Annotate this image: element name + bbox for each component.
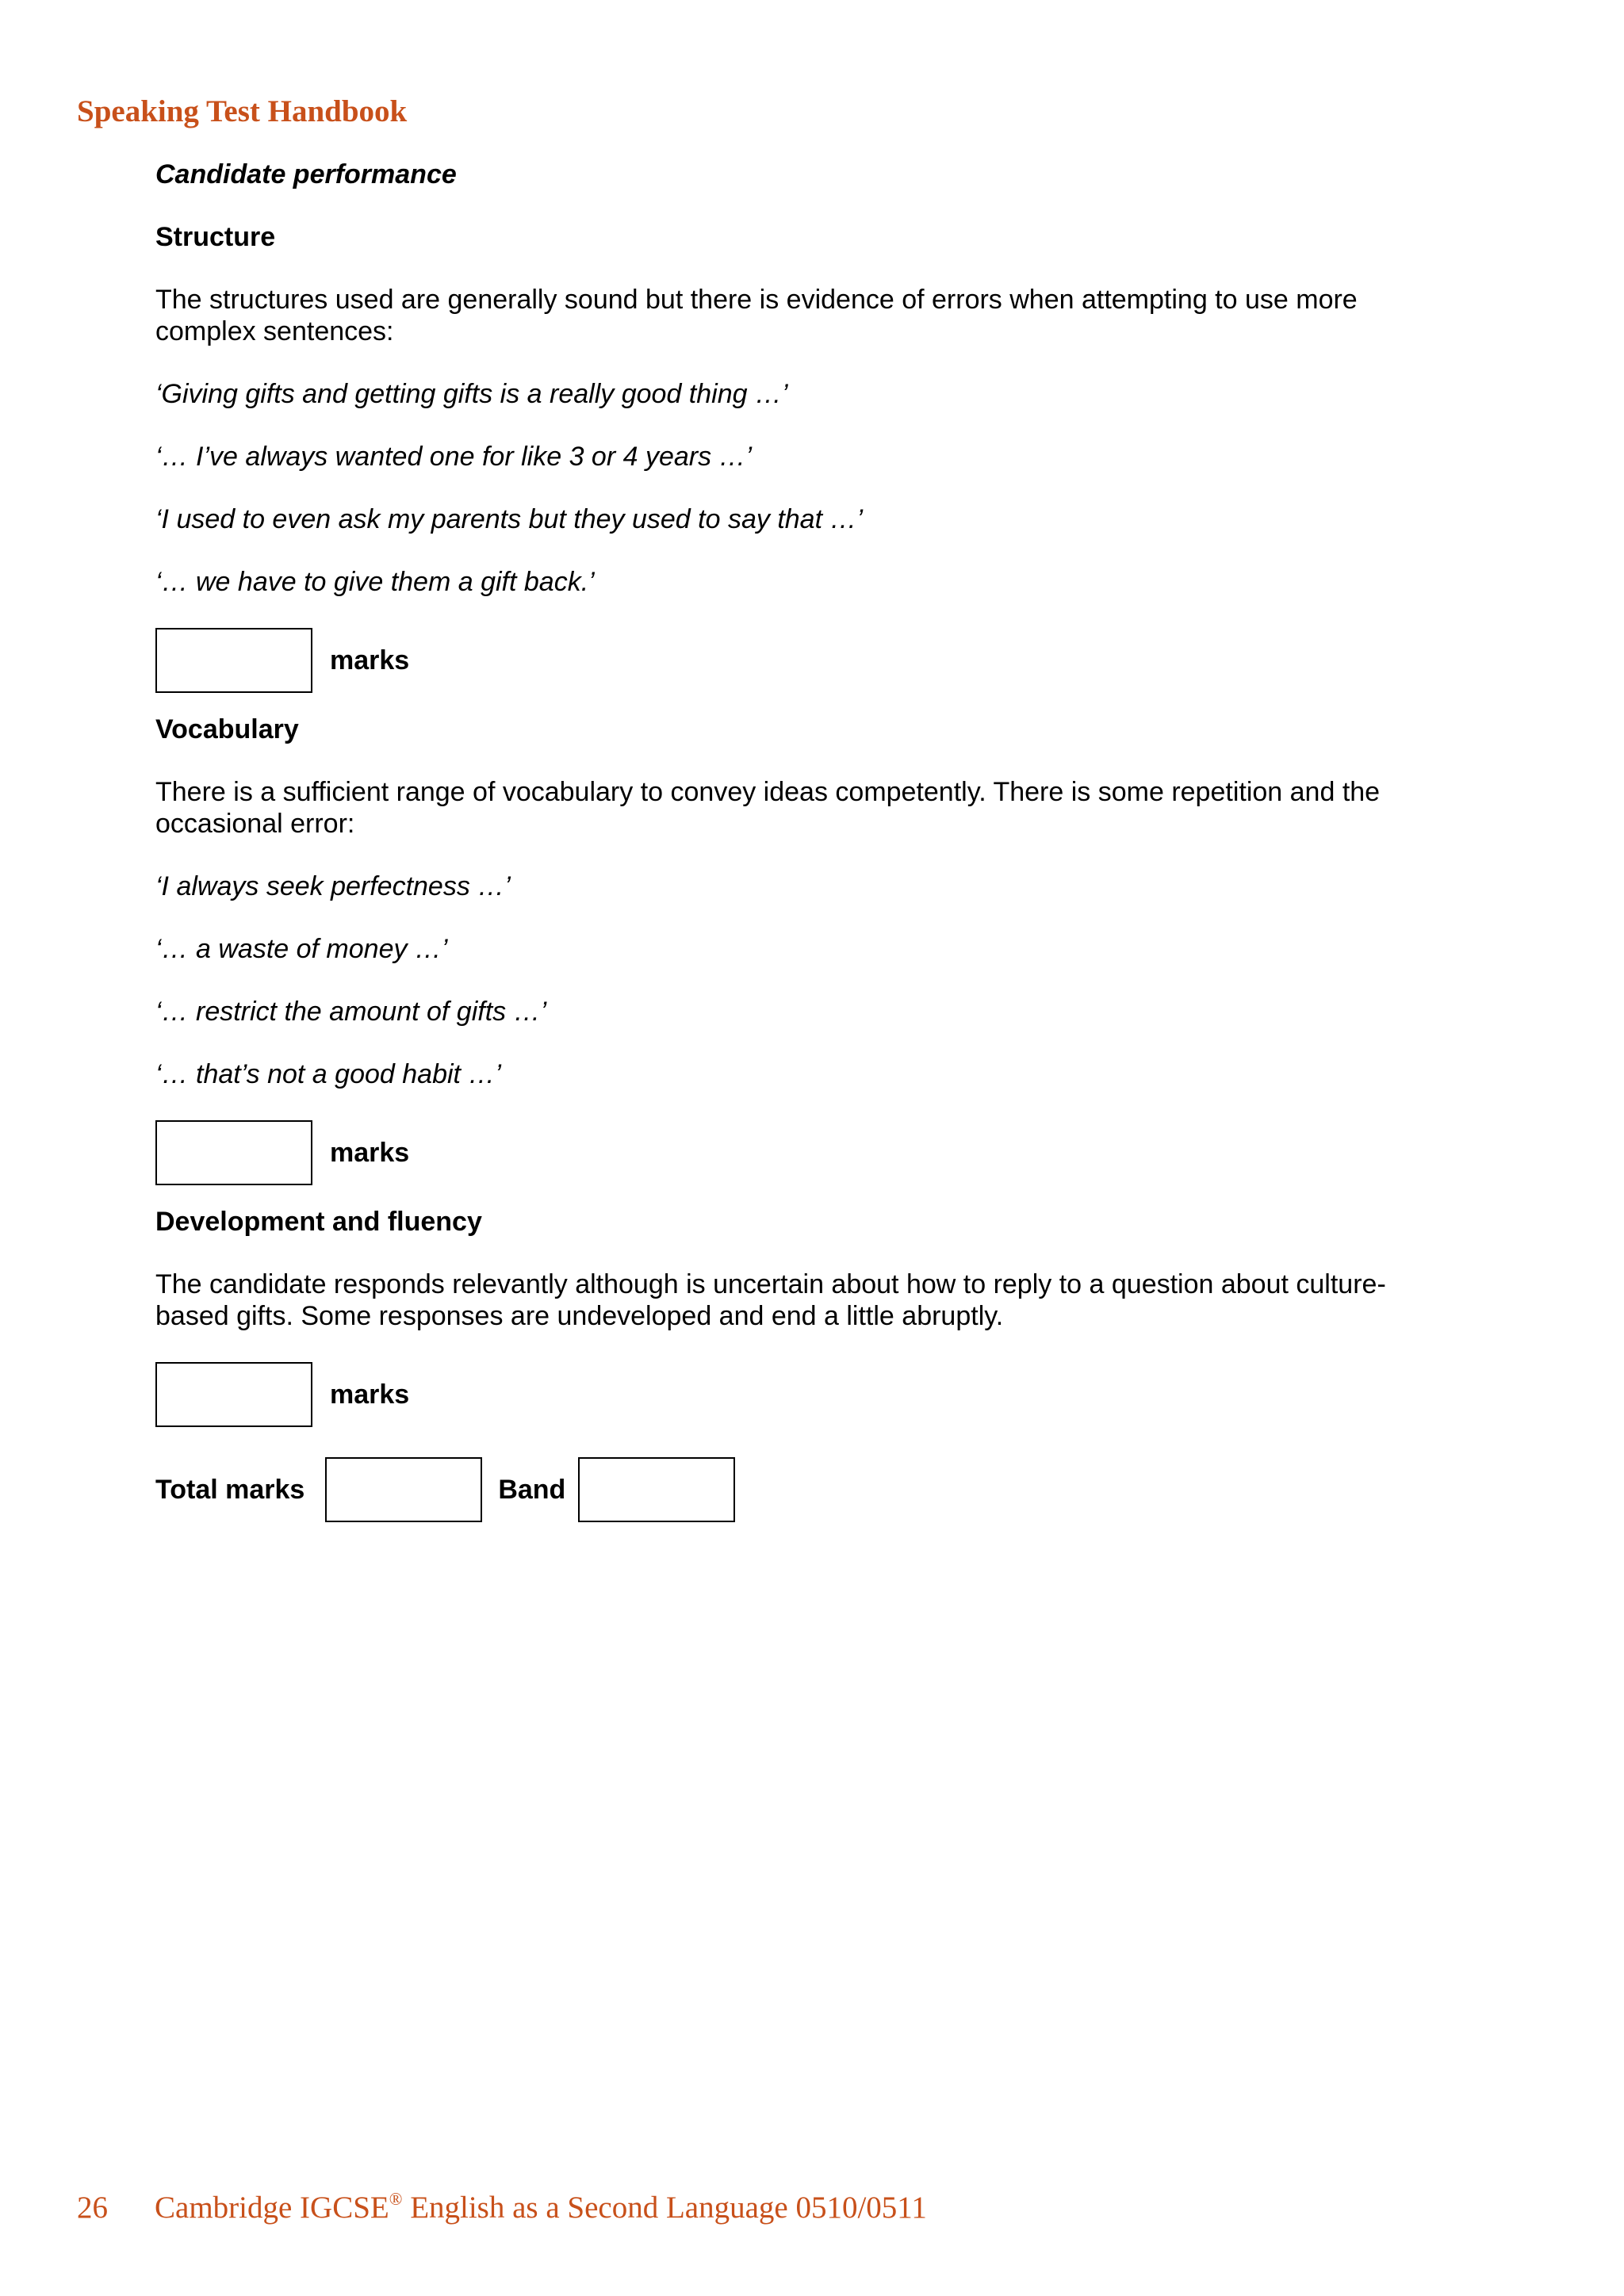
page-number: 26 [77,2191,108,2225]
footer-title-suffix: English as a Second Language 0510/0511 [402,2191,927,2225]
running-header-title: Speaking Test Handbook [77,94,408,128]
vocabulary-quote: ‘… that’s not a good habit …’ [155,1059,501,1089]
structure-quote: ‘… we have to give them a gift back.’ [155,567,595,597]
vocabulary-heading: Vocabulary [155,714,299,744]
development-heading: Development and fluency [155,1207,482,1237]
structure-body: The structures used are generally sound but there is evidence of errors when attempting to use more complex sentences: [155,285,1358,346]
structure-quote: ‘Giving gifts and getting gifts is a really good thing …’ [155,379,788,409]
development-marks-row [155,1362,1440,1427]
structure-marks-row [155,628,1440,693]
registered-mark: ® [389,2189,403,2209]
development-marks-box[interactable] [155,1362,312,1427]
vocabulary-body: There is a sufficient range of vocabulary to convey ideas competently. There is some repetition and the occasional error: [155,777,1381,839]
page-footer [77,2190,927,2225]
vocabulary-marks-label: marks [330,1138,410,1168]
footer-title-prefix: Cambridge IGCSE [155,2191,389,2225]
vocabulary-quote: ‘… a waste of money …’ [155,934,448,964]
section-title: Candidate performance [155,159,457,189]
structure-marks-box[interactable] [155,628,312,693]
totals-row [155,1457,1440,1522]
structure-heading: Structure [155,222,276,252]
structure-quote: ‘I used to even ask my parents but they used to say that …’ [155,504,864,534]
development-body-line-2: based gifts. Some responses are undeveloped and end a little abruptly. [155,1301,1004,1331]
total-marks-label: Total marks [155,1475,305,1505]
structure-marks-label: marks [330,645,410,675]
main-content [155,159,1440,1522]
band-box[interactable] [578,1457,735,1522]
structure-quote: ‘… I’ve always wanted one for like 3 or 4 years …’ [155,442,753,472]
vocabulary-quote: ‘… restrict the amount of gifts …’ [155,997,547,1027]
development-marks-label: marks [330,1380,410,1410]
vocabulary-marks-row [155,1120,1440,1185]
vocabulary-quote: ‘I always seek perfectness …’ [155,871,511,901]
band-label: Band [498,1475,566,1505]
development-body-line-1: The candidate responds relevantly although is uncertain about how to reply to a question about culture- [155,1269,1386,1299]
total-marks-box[interactable] [325,1457,482,1522]
vocabulary-marks-box[interactable] [155,1120,312,1185]
